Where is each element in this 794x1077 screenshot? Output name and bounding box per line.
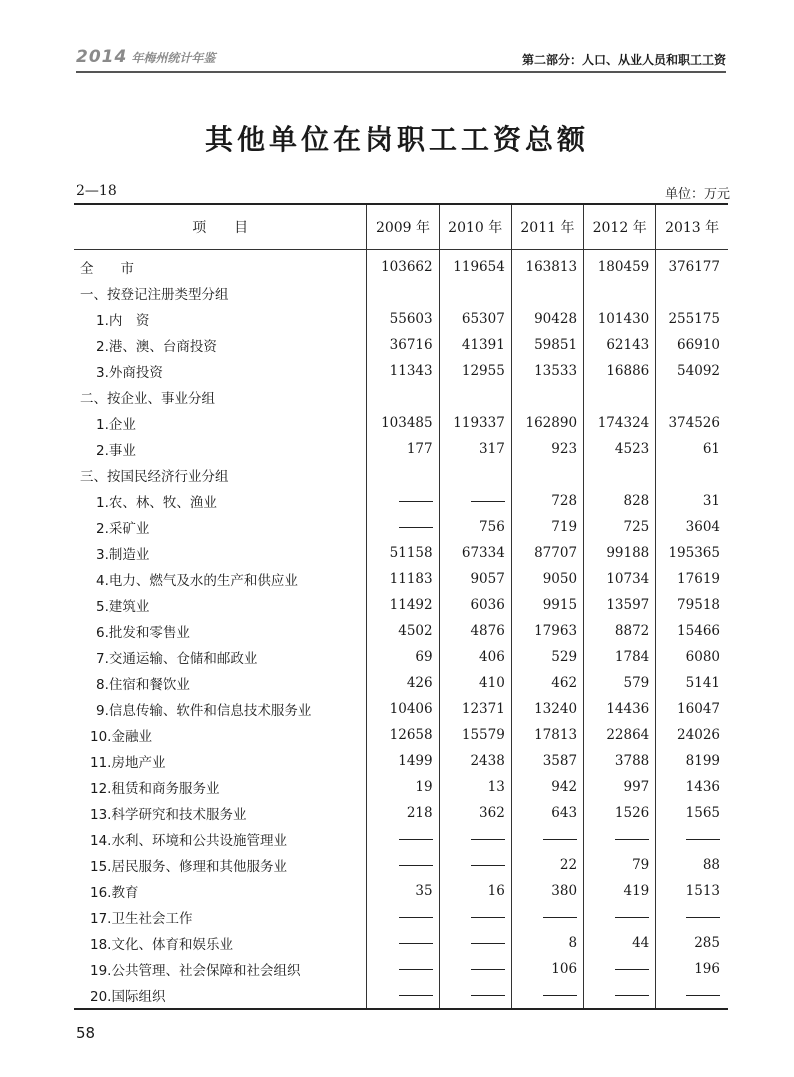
dash-line xyxy=(543,995,577,996)
row-label: 2.采矿业 xyxy=(96,521,150,537)
dash-line xyxy=(686,839,720,840)
value-cell: 24026 xyxy=(656,722,728,748)
brand-name: 年梅州统计年鉴 xyxy=(131,51,216,65)
value-cell: 88 xyxy=(656,852,728,878)
dash-line xyxy=(399,501,433,502)
dash-line xyxy=(471,501,505,502)
value-cell xyxy=(511,280,583,306)
value-cell: 162890 xyxy=(511,410,583,436)
row-label: 3.制造业 xyxy=(96,547,150,563)
value-cell: 87707 xyxy=(511,540,583,566)
row-label: 2.港、澳、台商投资 xyxy=(96,339,217,355)
value-cell: 12371 xyxy=(439,696,511,722)
empty-dash-cell xyxy=(439,930,511,956)
table-row xyxy=(74,306,728,332)
value-cell: 4523 xyxy=(584,436,656,462)
table-row xyxy=(74,410,728,436)
table-row xyxy=(74,904,728,930)
row-label: 1.内 资 xyxy=(96,313,150,329)
value-cell: 119654 xyxy=(439,250,511,281)
value-cell: 51158 xyxy=(367,540,439,566)
dash-line xyxy=(543,839,577,840)
table-row xyxy=(74,748,728,774)
value-cell xyxy=(367,384,439,410)
table-row xyxy=(74,852,728,878)
value-cell: 35 xyxy=(367,878,439,904)
value-cell: 410 xyxy=(439,670,511,696)
value-cell: 6036 xyxy=(439,592,511,618)
empty-dash-cell xyxy=(584,956,656,982)
table-row xyxy=(74,592,728,618)
dash-line xyxy=(686,917,720,918)
value-cell: 725 xyxy=(584,514,656,540)
column-header-2010: 2010 年 xyxy=(439,205,511,250)
empty-dash-cell xyxy=(367,852,439,878)
table-row xyxy=(74,462,728,488)
value-cell: 180459 xyxy=(584,250,656,281)
column-header-item: 项 目 xyxy=(74,205,367,250)
table-row xyxy=(74,800,728,826)
value-cell: 66910 xyxy=(656,332,728,358)
dash-line xyxy=(399,917,433,918)
value-cell xyxy=(584,280,656,306)
table-row xyxy=(74,878,728,904)
dash-line xyxy=(615,917,649,918)
value-cell xyxy=(511,384,583,410)
dash-line xyxy=(471,995,505,996)
value-cell: 15466 xyxy=(656,618,728,644)
value-cell: 9057 xyxy=(439,566,511,592)
value-cell xyxy=(656,462,728,488)
row-label: 全 市 xyxy=(80,261,134,277)
row-label: 3.外商投资 xyxy=(96,365,163,381)
value-cell: 17963 xyxy=(511,618,583,644)
value-cell: 529 xyxy=(511,644,583,670)
value-cell: 6080 xyxy=(656,644,728,670)
value-cell: 419 xyxy=(584,878,656,904)
value-cell: 12955 xyxy=(439,358,511,384)
value-cell: 62143 xyxy=(584,332,656,358)
value-cell: 79 xyxy=(584,852,656,878)
table-row xyxy=(74,982,728,1008)
value-cell xyxy=(367,462,439,488)
empty-dash-cell xyxy=(511,982,583,1008)
value-cell xyxy=(656,280,728,306)
value-cell: 177 xyxy=(367,436,439,462)
row-label: 14.水利、环境和公共设施管理业 xyxy=(90,833,287,849)
empty-dash-cell xyxy=(367,982,439,1008)
value-cell: 13240 xyxy=(511,696,583,722)
table-row xyxy=(74,332,728,358)
row-label: 1.农、林、牧、渔业 xyxy=(96,495,217,511)
value-cell: 174324 xyxy=(584,410,656,436)
table-row xyxy=(74,514,728,540)
value-cell xyxy=(367,280,439,306)
value-cell: 196 xyxy=(656,956,728,982)
data-table-frame xyxy=(74,203,728,1010)
value-cell: 3788 xyxy=(584,748,656,774)
value-cell: 19 xyxy=(367,774,439,800)
row-label: 16.教育 xyxy=(90,885,139,901)
value-cell: 119337 xyxy=(439,410,511,436)
value-cell: 380 xyxy=(511,878,583,904)
dash-line xyxy=(399,943,433,944)
row-label: 5.建筑业 xyxy=(96,599,150,615)
value-cell: 99188 xyxy=(584,540,656,566)
table-row xyxy=(74,644,728,670)
value-cell: 8199 xyxy=(656,748,728,774)
empty-dash-cell xyxy=(656,982,728,1008)
page-number: 58 xyxy=(76,1024,96,1042)
value-cell: 1784 xyxy=(584,644,656,670)
dash-line xyxy=(615,969,649,970)
empty-dash-cell xyxy=(584,826,656,852)
empty-dash-cell xyxy=(439,852,511,878)
empty-dash-cell xyxy=(439,488,511,514)
dash-line xyxy=(471,969,505,970)
dash-line xyxy=(471,943,505,944)
value-cell: 317 xyxy=(439,436,511,462)
value-cell: 255175 xyxy=(656,306,728,332)
dash-line xyxy=(399,527,433,528)
row-label: 19.公共管理、社会保障和社会组织 xyxy=(90,963,301,979)
value-cell: 285 xyxy=(656,930,728,956)
value-cell: 22864 xyxy=(584,722,656,748)
value-cell: 11343 xyxy=(367,358,439,384)
value-cell: 1513 xyxy=(656,878,728,904)
column-header-2013: 2013 年 xyxy=(656,205,728,250)
empty-dash-cell xyxy=(511,826,583,852)
value-cell: 103485 xyxy=(367,410,439,436)
value-cell: 16047 xyxy=(656,696,728,722)
empty-dash-cell xyxy=(656,904,728,930)
value-cell: 17813 xyxy=(511,722,583,748)
row-label: 15.居民服务、修理和其他服务业 xyxy=(90,859,287,875)
value-cell: 2438 xyxy=(439,748,511,774)
value-cell: 4502 xyxy=(367,618,439,644)
value-cell: 719 xyxy=(511,514,583,540)
value-cell: 10734 xyxy=(584,566,656,592)
value-cell: 65307 xyxy=(439,306,511,332)
row-label: 一、按登记注册类型分组 xyxy=(80,287,229,303)
row-label: 1.企业 xyxy=(96,417,136,433)
table-row xyxy=(74,722,728,748)
value-cell: 376177 xyxy=(656,250,728,281)
row-label: 二、按企业、事业分组 xyxy=(80,391,215,407)
dash-line xyxy=(615,839,649,840)
table-row xyxy=(74,384,728,410)
value-cell: 54092 xyxy=(656,358,728,384)
page-title: 其他单位在岗职工工资总额 xyxy=(204,123,589,156)
value-cell: 195365 xyxy=(656,540,728,566)
unit-label: 单位：万元 xyxy=(664,187,730,202)
value-cell: 3587 xyxy=(511,748,583,774)
value-cell: 923 xyxy=(511,436,583,462)
row-label: 三、按国民经济行业分组 xyxy=(80,469,229,485)
value-cell: 406 xyxy=(439,644,511,670)
dash-line xyxy=(399,839,433,840)
table-row xyxy=(74,358,728,384)
row-label: 17.卫生社会工作 xyxy=(90,911,193,927)
value-cell: 5141 xyxy=(656,670,728,696)
empty-dash-cell xyxy=(656,826,728,852)
value-cell: 426 xyxy=(367,670,439,696)
value-cell: 3604 xyxy=(656,514,728,540)
value-cell: 13597 xyxy=(584,592,656,618)
value-cell: 59851 xyxy=(511,332,583,358)
dash-line xyxy=(471,839,505,840)
value-cell: 10406 xyxy=(367,696,439,722)
value-cell: 69 xyxy=(367,644,439,670)
value-cell: 17619 xyxy=(656,566,728,592)
row-label: 10.金融业 xyxy=(90,729,152,745)
table-row xyxy=(74,618,728,644)
value-cell: 101430 xyxy=(584,306,656,332)
value-cell: 828 xyxy=(584,488,656,514)
value-cell: 67334 xyxy=(439,540,511,566)
value-cell: 31 xyxy=(656,488,728,514)
value-cell: 11183 xyxy=(367,566,439,592)
dash-line xyxy=(399,969,433,970)
table-row xyxy=(74,566,728,592)
row-label: 8.住宿和餐饮业 xyxy=(96,677,190,693)
empty-dash-cell xyxy=(367,514,439,540)
row-label: 13.科学研究和技术服务业 xyxy=(90,807,247,823)
header-rule xyxy=(76,71,726,73)
table-row xyxy=(74,250,728,281)
row-label: 18.文化、体育和娱乐业 xyxy=(90,937,233,953)
value-cell: 16886 xyxy=(584,358,656,384)
table-row xyxy=(74,826,728,852)
value-cell: 362 xyxy=(439,800,511,826)
section-title: 第二部分：人口、从业人员和职工工资 xyxy=(521,53,726,67)
brand-year: 2014 xyxy=(76,47,128,67)
value-cell: 163813 xyxy=(511,250,583,281)
value-cell: 106 xyxy=(511,956,583,982)
row-label: 20.国际组织 xyxy=(90,989,166,1005)
dash-line xyxy=(686,995,720,996)
value-cell: 374526 xyxy=(656,410,728,436)
dash-line xyxy=(543,917,577,918)
value-cell: 13 xyxy=(439,774,511,800)
row-label: 7.交通运输、仓储和邮政业 xyxy=(96,651,258,667)
value-cell xyxy=(511,462,583,488)
row-label: 4.电力、燃气及水的生产和供应业 xyxy=(96,573,298,589)
column-header-2011: 2011 年 xyxy=(511,205,583,250)
value-cell: 756 xyxy=(439,514,511,540)
value-cell: 13533 xyxy=(511,358,583,384)
page-header xyxy=(76,45,726,71)
value-cell: 55603 xyxy=(367,306,439,332)
value-cell: 728 xyxy=(511,488,583,514)
empty-dash-cell xyxy=(367,826,439,852)
column-header-2009: 2009 年 xyxy=(367,205,439,250)
yearbook-brand xyxy=(76,47,215,67)
value-cell xyxy=(584,462,656,488)
empty-dash-cell xyxy=(367,930,439,956)
dash-line xyxy=(471,865,505,866)
table-row xyxy=(74,280,728,306)
dash-line xyxy=(615,995,649,996)
value-cell: 462 xyxy=(511,670,583,696)
empty-dash-cell xyxy=(367,956,439,982)
value-cell: 997 xyxy=(584,774,656,800)
row-label: 6.批发和零售业 xyxy=(96,625,190,641)
table-row xyxy=(74,696,728,722)
table-row xyxy=(74,930,728,956)
value-cell: 8872 xyxy=(584,618,656,644)
dash-line xyxy=(399,995,433,996)
empty-dash-cell xyxy=(584,982,656,1008)
value-cell: 14436 xyxy=(584,696,656,722)
table-row xyxy=(74,540,728,566)
column-header-2012: 2012 年 xyxy=(584,205,656,250)
value-cell xyxy=(656,384,728,410)
value-cell: 41391 xyxy=(439,332,511,358)
value-cell: 103662 xyxy=(367,250,439,281)
value-cell: 15579 xyxy=(439,722,511,748)
value-cell xyxy=(439,384,511,410)
table-row xyxy=(74,956,728,982)
table-row xyxy=(74,488,728,514)
table-id: 2—18 xyxy=(76,183,117,199)
table-row xyxy=(74,670,728,696)
value-cell: 61 xyxy=(656,436,728,462)
value-cell: 12658 xyxy=(367,722,439,748)
empty-dash-cell xyxy=(439,956,511,982)
value-cell: 1436 xyxy=(656,774,728,800)
table-header-row xyxy=(74,205,728,250)
table-row xyxy=(74,774,728,800)
value-cell: 1565 xyxy=(656,800,728,826)
empty-dash-cell xyxy=(511,904,583,930)
value-cell: 22 xyxy=(511,852,583,878)
value-cell: 1499 xyxy=(367,748,439,774)
value-cell: 9050 xyxy=(511,566,583,592)
value-cell: 36716 xyxy=(367,332,439,358)
value-cell: 9915 xyxy=(511,592,583,618)
value-cell: 90428 xyxy=(511,306,583,332)
value-cell xyxy=(439,280,511,306)
table-body xyxy=(74,250,728,1009)
value-cell: 942 xyxy=(511,774,583,800)
row-label: 2.事业 xyxy=(96,443,136,459)
empty-dash-cell xyxy=(439,904,511,930)
value-cell: 579 xyxy=(584,670,656,696)
row-label: 9.信息传输、软件和信息技术服务业 xyxy=(96,703,312,719)
empty-dash-cell xyxy=(584,904,656,930)
empty-dash-cell xyxy=(367,488,439,514)
value-cell: 8 xyxy=(511,930,583,956)
empty-dash-cell xyxy=(367,904,439,930)
row-label: 11.房地产业 xyxy=(90,755,166,771)
value-cell: 16 xyxy=(439,878,511,904)
value-cell: 218 xyxy=(367,800,439,826)
row-label: 12.租赁和商务服务业 xyxy=(90,781,220,797)
empty-dash-cell xyxy=(439,826,511,852)
value-cell: 79518 xyxy=(656,592,728,618)
table-row xyxy=(74,436,728,462)
dash-line xyxy=(471,917,505,918)
value-cell xyxy=(439,462,511,488)
empty-dash-cell xyxy=(439,982,511,1008)
value-cell: 643 xyxy=(511,800,583,826)
dash-line xyxy=(399,865,433,866)
value-cell xyxy=(584,384,656,410)
data-table xyxy=(74,205,728,1008)
value-cell: 1526 xyxy=(584,800,656,826)
value-cell: 44 xyxy=(584,930,656,956)
value-cell: 4876 xyxy=(439,618,511,644)
value-cell: 11492 xyxy=(367,592,439,618)
